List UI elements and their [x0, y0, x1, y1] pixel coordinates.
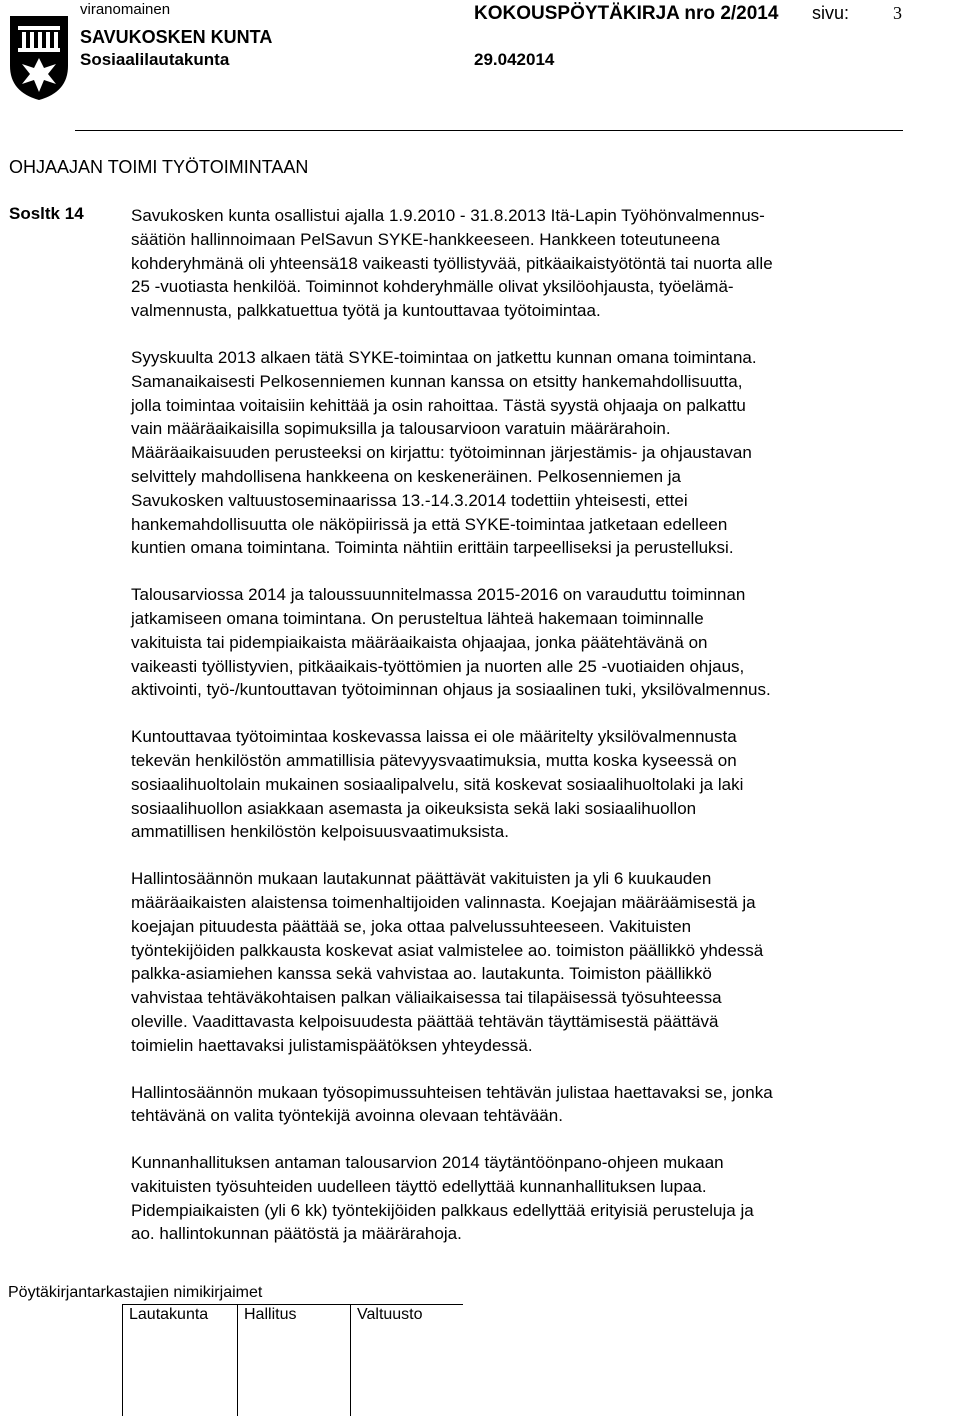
text-line: palkka-asiamiehen kanssa sekä vahvistaa ao. lautakunta. Toimiston päällikkö: [131, 964, 712, 984]
paragraph: [131, 1081, 891, 1129]
meeting-date: 29.042014: [474, 50, 555, 69]
paragraph: [131, 346, 891, 560]
section-code: Sosltk 14: [9, 204, 84, 223]
text-line: vain määräaikaisilla sopimuksilla ja talousarvioon varatuin määrärahoin.: [131, 419, 671, 439]
header-divider: [75, 130, 903, 131]
text-line: Määräaikaisuuden perusteeksi on kirjattu: työtoiminnan järjestämis- ja ohjaustavan: [131, 443, 752, 463]
text-line: Samanaikaisesti Pelkosenniemen kunnan kanssa on etsitty hankemahdollisuutta,: [131, 371, 743, 391]
paragraph: [131, 583, 891, 702]
paragraph: [131, 725, 891, 844]
paragraph: [131, 204, 891, 323]
author-label: viranomainen: [80, 1, 171, 18]
board-name: Sosiaalilautakunta: [80, 50, 230, 69]
text-line: työntekijöiden palkkausta koskevat asiat valmistelee ao. toimiston päällikkö yhdessä: [131, 940, 764, 960]
text-line: tekevän henkilöstön ammatillisia pätevyysvaatimuksia, mutta koska kyseessä on: [131, 750, 737, 770]
text-line: valmennusta, palkkatuettua työtä ja kuntouttavaa työtoimintaa.: [131, 301, 601, 321]
document-title: KOKOUSPÖYTÄKIRJA nro 2/2014: [474, 3, 779, 24]
text-line: sosiaalihuollon asiakkaan asemasta ja oikeuksista sekä laki sosiaalihuollon: [131, 798, 697, 818]
text-line: vaikeasti työllistyvien, pitkäaikais-työttömien ja nuorten alle 25 -vuotiaiden ohjaus,: [131, 656, 745, 676]
text-line: oleville. Vaadittavasta kelpoisuudesta päättää tehtävän täyttämisestä päättävä: [131, 1011, 719, 1031]
text-line: ammatillisen henkilöstön kelpoisuusvaatimuksista.: [131, 822, 509, 842]
signature-box-lautakunta: Lautakunta: [123, 1305, 238, 1417]
text-line: sosiaalihuoltolain mukainen sosiaalipalvelu, sitä koskevat sosiaalihuoltolaki ja laki: [131, 774, 744, 794]
text-line: kuntien omana toimintana. Toiminta nähtiin erittäin tarpeelliseksi ja perustelluksi.: [131, 538, 734, 558]
text-line: määräaikaisten alaistensa toimenhaltijoiden valinnasta. Koejajan määräämisestä ja: [131, 892, 756, 912]
section-title: OHJAAJAN TOIMI TYÖTOIMINTAAN: [9, 157, 309, 177]
text-line: Kunnanhallituksen antaman talousarvion 2014 täytäntöönpano-ohjeen mukaan: [131, 1153, 724, 1173]
minutes-body: [131, 204, 891, 1246]
organization-name: SAVUKOSKEN KUNTA: [80, 27, 273, 47]
signature-box-hallitus: Hallitus: [238, 1305, 351, 1417]
paragraph: [131, 867, 891, 1057]
text-line: toimielin haettavaksi julistamispäätöksen yhteydessä.: [131, 1035, 533, 1055]
signature-boxes: [122, 1304, 463, 1416]
text-line: hankemahdollisuutta ole näköpiirissä ja että SYKE-toimintaa jatketaan edelleen: [131, 514, 728, 534]
text-line: aktivointi, työ-/kuntouttavan työtoiminnan ohjaus ja sosiaalinen tuki, yksilövalmennus.: [131, 680, 771, 700]
text-line: vakituista tai pidempiaikaista määräaikaista ohjaajaa, jonka päätehtävänä on: [131, 632, 708, 652]
text-line: Kuntouttavaa työtoimintaa koskevassa laissa ei ole määritelty yksilövalmennusta: [131, 727, 737, 747]
signature-box-valtuusto: Valtuusto: [351, 1305, 464, 1417]
text-line: Talousarviossa 2014 ja taloussuunnitelmassa 2015-2016 on varauduttu toiminnan: [131, 585, 746, 605]
text-line: Syyskuulta 2013 alkaen tätä SYKE-toimintaa on jatkettu kunnan omana toimintana.: [131, 347, 757, 367]
text-line: ao. hallintokunnan päätöstä ja määrärahoja.: [131, 1224, 462, 1244]
text-line: vahvistaa tehtäväkohtaisen palkan väliaikaisessa tai tilapäisessä työsuhteessa: [131, 988, 722, 1008]
text-line: Savukosken valtuustoseminaarissa 13.-14.3.2014 todettiin yhteisesti, ettei: [131, 490, 688, 510]
text-line: säätiön hallinnoimaan PelSavun SYKE-hankkeeseen. Hankkeen toteutuneena: [131, 229, 720, 249]
page-label: sivu:: [812, 3, 850, 23]
text-line: vakituisten työsuhteiden uudelleen täyttö edellyttää kunnanhallituksen lupaa.: [131, 1176, 707, 1196]
municipal-coat-of-arms-icon: [8, 14, 70, 102]
text-line: koejajan pituudesta päättää se, joka ottaa palvelussuhteeseen. Vakituisten: [131, 916, 692, 936]
page-number: 3: [893, 3, 902, 23]
text-line: Hallintosäännön mukaan työsopimussuhteisen tehtävän julistaa haettavaksi se, jonka: [131, 1082, 773, 1102]
text-line: kohderyhmänä oli yhteensä18 vaikeasti työllistyvää, pitkäaikaistyötöntä tai nuorta alle: [131, 253, 773, 273]
text-line: Hallintosäännön mukaan lautakunnat päättävät vakituisten ja yli 6 kuukauden: [131, 869, 712, 889]
text-line: jatkamiseen omana toimintana. On perusteltua lähteä hakemaan toiminnalle: [131, 608, 704, 628]
paragraph: [131, 1151, 891, 1246]
signatures-title: Pöytäkirjantarkastajien nimikirjaimet: [8, 1284, 263, 1301]
text-line: 25 -vuotiasta henkilöä. Toiminnot kohderyhmälle olivat yksilöohjausta, työelämä-: [131, 277, 734, 297]
text-line: Pidempiaikaisten (yli 6 kk) työntekijöiden palkkaus edellyttää erityisiä perusteluja ja: [131, 1200, 754, 1220]
text-line: tehtävänä on valita työntekijä avoinna olevaan tehtävään.: [131, 1106, 563, 1126]
text-line: jolla toimintaa voitaisiin kehittää ja osin rahoittaa. Tästä syystä ohjaaja on palkattu: [131, 395, 746, 415]
text-line: selvittely mahdollisena hankkeena on keskeneräinen. Pelkosenniemen ja: [131, 466, 682, 486]
text-line: Savukosken kunta osallistui ajalla 1.9.2010 - 31.8.2013 Itä-Lapin Työhönvalmennus-: [131, 206, 765, 225]
